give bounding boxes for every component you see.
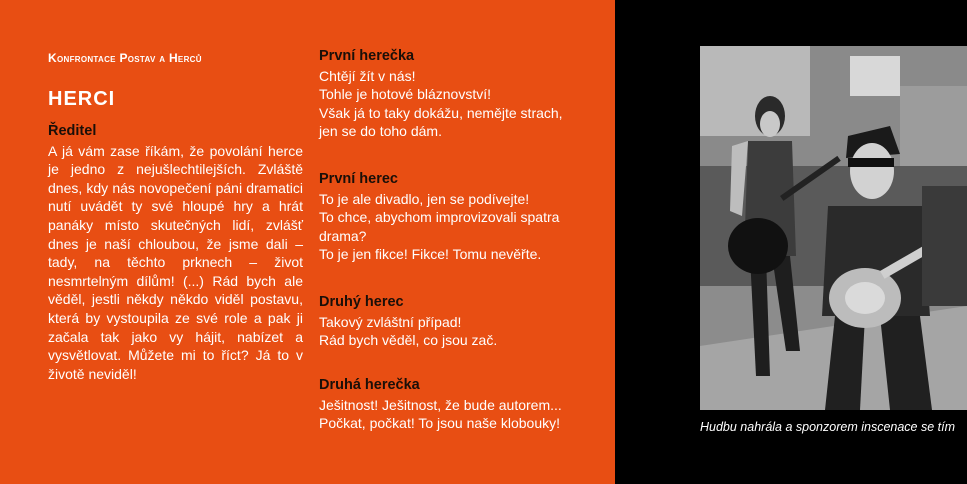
band-photo — [700, 46, 967, 410]
speaker-text: A já vám zase říkám, že povolání herce je jedno z nejušlechtilejších. Zvláště dnes, kdy nás novopečení páni dramatici nutí uvádět ty své hloupé hry a hrát panáky místo skutečných lidí, zvlášť dnes je naší chloubou, že jsme dali – tady, na těchto prknech – život nesmrtelným dílům! (...) Rád bych ale věděl, jestli někdy někdo viděl postavu, která by vystoupila ze své role a pak ji začala tak jako vy hájit, nabízet a vysvětlovat. Můžete mi to říct? Já to v životě neviděl! — [48, 142, 303, 382]
speaker-text: Takový zvláštní případ! Rád bych věděl, co jsou zač. — [319, 313, 498, 349]
speaker-name: Ředitel — [48, 123, 97, 139]
speaker-block-2 — [319, 170, 584, 264]
speaker-block-3 — [319, 293, 584, 350]
photo-caption: Hudbu nahrála a sponzorem inscenace se tím — [700, 420, 956, 434]
speaker-name: Druhá herečka — [319, 377, 420, 393]
speaker-block-4 — [319, 376, 584, 433]
speaker-text: To je ale divadlo, jen se podívejte! To chce, abychom improvizovali spatra drama? To je jen fikce! Fikce! Tomu nevěřte. — [319, 190, 560, 263]
speaker-text: Ješitnost! Ješitnost, že bude autorem... Počkat, počkat! To jsou naše klobouky! — [319, 396, 562, 432]
speaker-name: První herečka — [319, 48, 415, 64]
speaker-name: První herec — [319, 171, 398, 187]
section-title: Konfrontace Postav a Herců — [48, 51, 202, 65]
heading: HERCI — [48, 88, 116, 110]
speaker-block-1 — [319, 47, 584, 141]
speaker-text: Chtějí žít v nás! Tohle je hotové bláznovství! Však já to taky dokážu, nemějte strach, jen se do toho dám. — [319, 67, 563, 140]
director-block — [48, 122, 303, 383]
speaker-name: Druhý herec — [319, 294, 404, 310]
